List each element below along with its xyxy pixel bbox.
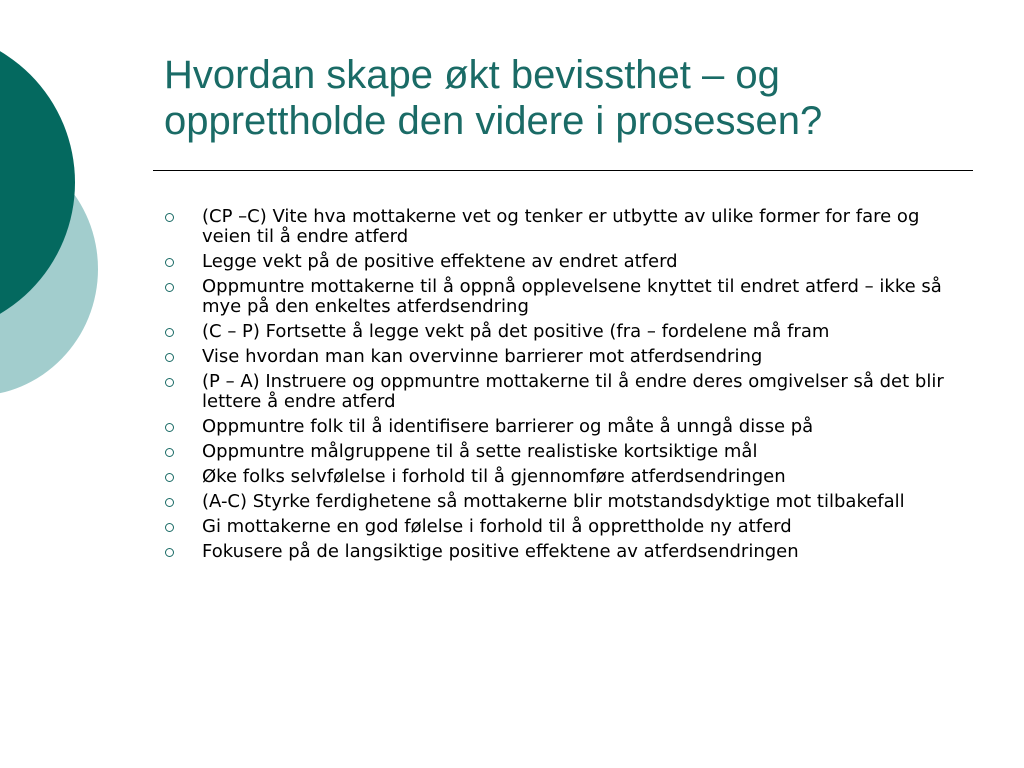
bullet-item [164, 322, 964, 342]
bullet-item [164, 207, 964, 247]
bullet-item [164, 492, 964, 512]
bullet-text: Gi mottakerne en god følelse i forhold til å opprettholde ny atferd [202, 516, 792, 537]
bullet-text: Oppmuntre folk til å identifisere barrierer og måte å unngå disse på [202, 416, 814, 437]
bullet-text: (A-C) Styrke ferdighetene så mottakerne blir motstandsdyktige mot tilbakefall [202, 491, 905, 512]
circle-bullet-icon [165, 423, 174, 432]
circle-bullet-icon [165, 448, 174, 457]
bullet-item [164, 442, 964, 462]
circle-bullet-icon [165, 523, 174, 532]
circle-bullet-icon [165, 328, 174, 337]
bullet-text: Øke folks selvfølelse i forhold til å gjennomføre atferdsendringen [202, 466, 786, 487]
bullet-item [164, 277, 964, 317]
bullet-item [164, 517, 964, 537]
circle-bullet-icon [165, 473, 174, 482]
bullet-text: (P – A) Instruere og oppmuntre mottakerne til å endre deres omgivelser så det blir lettere å endre atferd [202, 371, 944, 412]
bullet-text: Vise hvordan man kan overvinne barrierer mot atferdsendring [202, 346, 763, 367]
bullet-text: Oppmuntre mottakerne til å oppnå opplevelsene knyttet til endret atferd – ikke så mye på den enkeltes atferdsendring [202, 276, 942, 317]
bullet-item [164, 542, 964, 562]
circle-bullet-icon [165, 283, 174, 292]
bullet-item [164, 347, 964, 367]
slide-title [164, 52, 984, 144]
bullet-text: Oppmuntre målgruppene til å sette realistiske kortsiktige mål [202, 441, 758, 462]
circle-bullet-icon [165, 258, 174, 267]
bullet-text: Fokusere på de langsiktige positive effektene av atferdsendringen [202, 541, 799, 562]
circle-bullet-icon [165, 548, 174, 557]
slide-title-line-2: opprettholde den videre i prosessen? [164, 99, 823, 143]
circle-bullet-icon [165, 353, 174, 362]
bullet-list [164, 207, 964, 567]
bullet-text: (CP –C) Vite hva mottakerne vet og tenker er utbytte av ulike former for fare og veien til å endre atferd [202, 206, 920, 247]
bullet-item [164, 252, 964, 272]
circle-bullet-icon [165, 378, 174, 387]
circle-bullet-icon [165, 213, 174, 222]
title-divider [153, 170, 973, 171]
slide-title-line-1: Hvordan skape økt bevissthet – og [164, 53, 780, 97]
bullet-text: (C – P) Fortsette å legge vekt på det positive (fra – fordelene må fram [202, 321, 830, 342]
bullet-text: Legge vekt på de positive effektene av endret atferd [202, 251, 678, 272]
bullet-item [164, 372, 964, 412]
bullet-item [164, 467, 964, 487]
bullet-item [164, 417, 964, 437]
circle-bullet-icon [165, 498, 174, 507]
